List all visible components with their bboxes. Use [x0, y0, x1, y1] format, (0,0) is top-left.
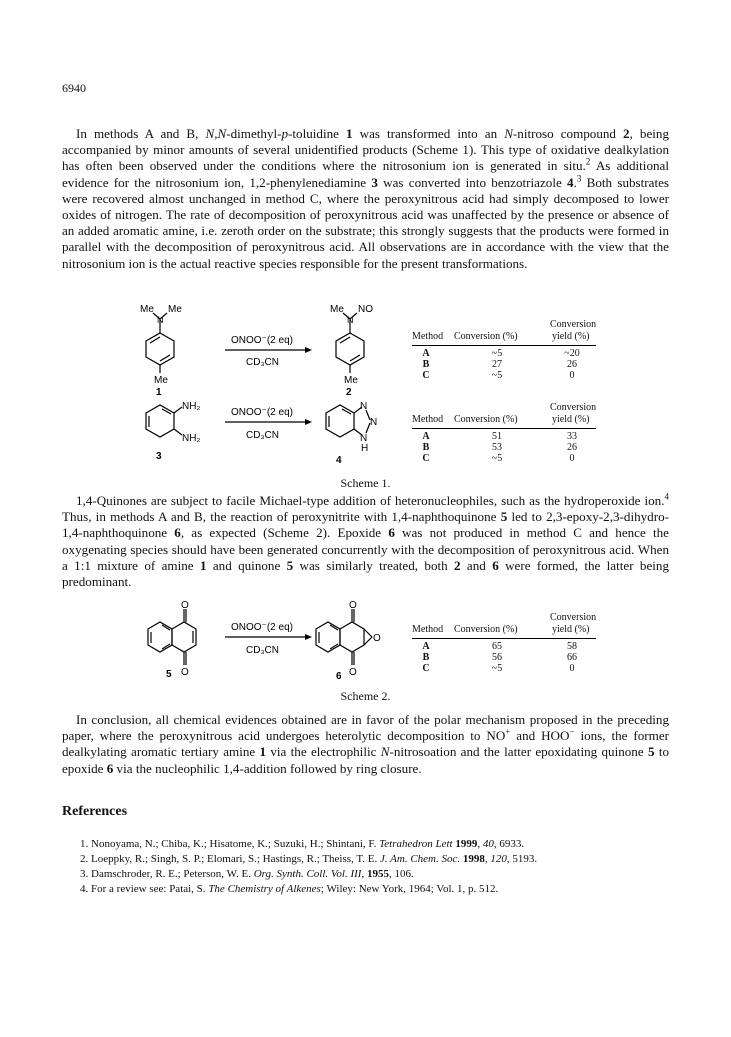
table-cell: B: [422, 359, 430, 370]
solvent-label: CD₃CN: [246, 430, 279, 441]
label-n: N: [360, 433, 368, 444]
table-cell: ~5: [491, 348, 503, 359]
benzene-ring-3: [146, 405, 174, 437]
reagent-label: ONOO⁻(2 eq): [231, 335, 293, 346]
table-cell: C: [422, 453, 430, 464]
label-n: N: [370, 417, 378, 428]
references-heading: References: [62, 804, 128, 819]
reagent-label: ONOO⁻(2 eq): [231, 622, 293, 633]
svg-text:N: N: [347, 315, 354, 325]
label-me: Me: [330, 304, 344, 315]
table-header: yield (%): [552, 624, 590, 635]
scheme-2-caption: Scheme 2.: [340, 689, 391, 703]
reference-item: 3. Damschroder, R. E.; Peterson, W. E. Org. Synth. Coll. Vol. III, 1955, 106.: [80, 868, 414, 880]
table-cell: A: [422, 641, 430, 652]
scheme-2-structures: [140, 601, 400, 681]
table-header: Method: [412, 331, 444, 342]
table-cell: 26: [567, 359, 577, 370]
solvent-label: CD₃CN: [246, 645, 279, 656]
table-cell: 0: [569, 370, 575, 381]
table-cell: A: [422, 348, 430, 359]
reference-item: 1. Nonoyama, N.; Chiba, K.; Hisatome, K.; Suzuki, H.; Shintani, F. Tetrahedron Lett 1999, 40, 6933.: [80, 838, 525, 850]
label-nh2: NH₂: [182, 401, 201, 412]
scheme-1-table-1: [412, 319, 596, 389]
label-o: O: [349, 601, 357, 611]
paragraph-1: In methods A and B, N,N-dimethyl-p-toluidine 1 was transformed into an N-nitroso compound 2, being accompanied by minor amounts of several unidentified products (Scheme 1). This type of oxidative dealkylation has often been observed under the conditions where the nitrosonium ion is generated in situ.$^2$ As additional evidence for the nitrosonium ion, 1,2-phenylenediamine 3 was converted into benzotriazole 4.$^3$ Both substrates were recovered almost unchanged in method C, where the peroxynitrous acid had simply decomposed to lower oxides of nitrogen. The rate of decomposition of peroxynitrous acid was unaffected by the presence or absence of an added aromatic amine, i.e. zeroth order on the substrate; this strongly suggests that the products were formed in parallel with the decomposition of peroxynitrous acid. All observations are in accordance with the view that the nitrosonium ion is the actual reactive species responsible for the present transformations.: [62, 126, 670, 271]
page-number: 6940: [62, 81, 86, 95]
table-cell: C: [422, 663, 430, 674]
reference-item: 2. Loeppky, R.; Singh, S. P.; Elomari, S.; Hastings, R.; Theiss, T. E. J. Am. Chem. Soc. 1998, 120, 5193.: [80, 853, 538, 865]
table-cell: ~20: [564, 348, 580, 359]
table-cell: ~5: [491, 370, 503, 381]
table-cell: C: [422, 370, 430, 381]
benzene-ring-1: [146, 333, 174, 365]
table-cell: 65: [492, 641, 502, 652]
table-header: yield (%): [552, 414, 590, 425]
label-ring-me: Me: [344, 375, 358, 386]
reagent-label: ONOO⁻(2 eq): [231, 407, 293, 418]
table-header: Conversion (%): [454, 331, 518, 342]
table-header: Method: [412, 624, 444, 635]
svg-text:N: N: [157, 315, 164, 325]
table-cell: 53: [492, 442, 502, 453]
paragraph-2: 1,4-Quinones are subject to facile Michael-type addition of heteronucleophiles, such as the hydroperoxide ion.$^4$ Thus, in methods A and B, the reaction of peroxynitrite with 1,4-naphthoquinone 5 led to 2,3-epoxy-2,3-dihydro-1,4-naphthoquinone 6, as expected (Scheme 2). Epoxide 6 was not produced in method C and hence the oxygenating species should have been generated concurrently with the decomposition of peroxynitrous acid. When a 1:1 mixture of amine 1 and quinone 5 was similarly treated, both 2 and 6 were formed, the latter being predominant.: [62, 491, 669, 590]
table-cell: 66: [567, 652, 577, 663]
scheme-1-structures: [140, 303, 400, 479]
table-cell: B: [422, 442, 430, 453]
table-header: Conversion (%): [454, 624, 518, 635]
table-cell: 58: [567, 641, 577, 652]
label-o: O: [181, 601, 189, 611]
table-header: Conversion: [550, 319, 597, 330]
table-cell: 51: [492, 431, 502, 442]
compound-label-6: 6: [336, 671, 342, 681]
compound-label-4: 4: [336, 455, 342, 466]
label-me: Me: [140, 304, 154, 315]
quinone-ring-5: [172, 622, 196, 652]
label-o: O: [373, 633, 381, 644]
reference-item: 4. For a review see: Patai, S. The Chemistry of Alkenes; Wiley: New York, 1964; Vol. 1, p. 512.: [80, 883, 499, 895]
compound-label-3: 3: [156, 451, 162, 462]
label-n: N: [360, 401, 368, 412]
compound-label-2: 2: [346, 387, 352, 398]
scheme-1-caption: Scheme 1.: [340, 476, 391, 490]
scheme-2-table: [412, 612, 596, 682]
table-header: yield (%): [552, 331, 590, 342]
table-cell: 0: [569, 453, 575, 464]
table-cell: 27: [492, 359, 502, 370]
solvent-label: CD₃CN: [246, 357, 279, 368]
label-no: NO: [358, 304, 373, 315]
table-cell: ~5: [491, 663, 503, 674]
compound-label-5: 5: [166, 669, 172, 680]
table-header: Conversion: [550, 402, 597, 413]
table-cell: 56: [492, 652, 502, 663]
benzotriazole-ring-4: [326, 405, 354, 437]
label-h: H: [361, 443, 369, 454]
label-o: O: [181, 667, 189, 678]
table-cell: 0: [569, 663, 575, 674]
paragraph-3: In conclusion, all chemical evidences obtained are in favor of the polar mechanism proposed in the preceding paper, where the peroxynitrous acid undergoes heterolytic decomposition to NO+ and HOO− ions, the former dealkylating aromatic tertiary amine 1 via the electrophilic N-nitrosoation and the latter epoxidating quinone 5 to epoxide 6 via the nucleophilic 1,4-addition followed by ring closure.: [62, 712, 669, 776]
benzene-ring-2: [336, 333, 364, 365]
label-me: Me: [168, 304, 182, 315]
benzo-ring-6: [316, 622, 340, 652]
table-cell: 26: [567, 442, 577, 453]
compound-label-1: 1: [156, 387, 162, 398]
table-cell: A: [422, 431, 430, 442]
references-list: [80, 837, 537, 897]
label-o: O: [349, 667, 357, 678]
benzo-ring-5: [148, 622, 172, 652]
epoxide-ring-6: [340, 622, 364, 652]
table-header: Method: [412, 414, 444, 425]
label-nh2: NH₂: [182, 433, 201, 444]
table-cell: 33: [567, 431, 577, 442]
table-header: Conversion: [550, 612, 597, 623]
table-cell: ~5: [491, 453, 503, 464]
table-cell: B: [422, 652, 430, 663]
scheme-1-table-2: [412, 402, 596, 472]
label-ring-me: Me: [154, 375, 168, 386]
table-header: Conversion (%): [454, 414, 518, 425]
